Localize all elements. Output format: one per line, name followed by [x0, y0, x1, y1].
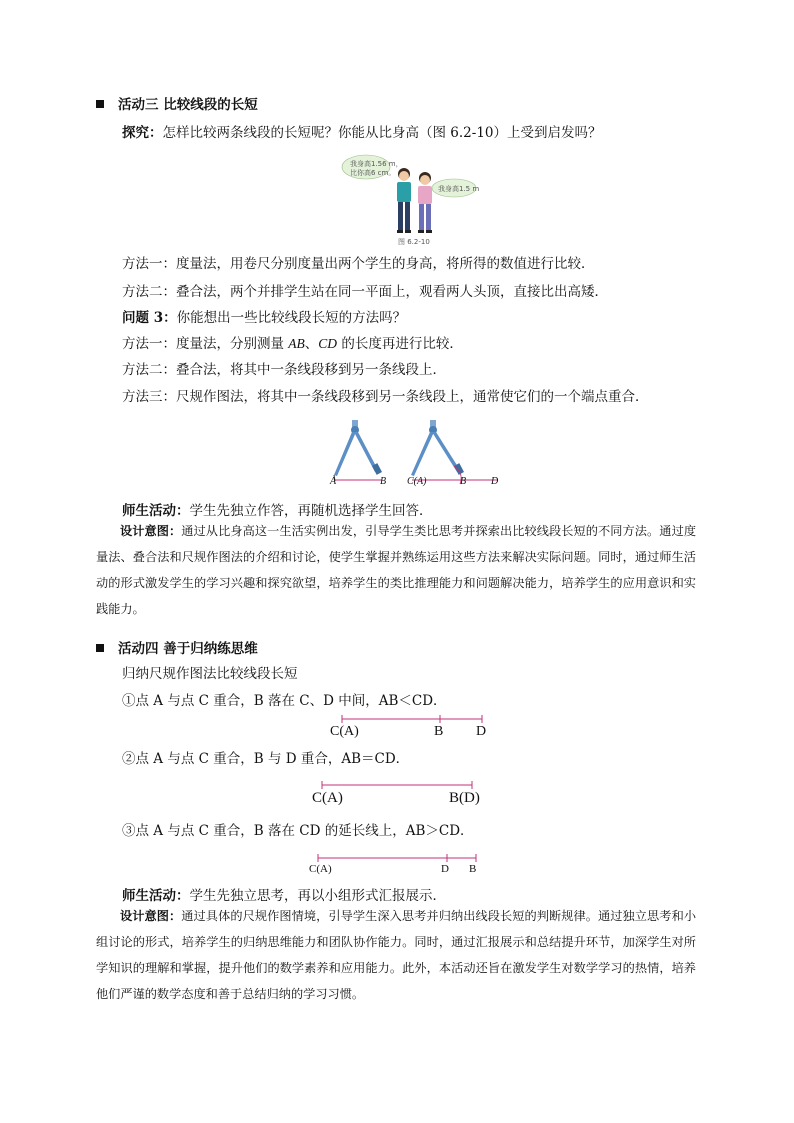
q3-method3-line: 方法三：尺规作图法，将其中一条线段移到另一条线段上，通常使它们的一个端点重合．	[122, 389, 649, 405]
bubble-left-text-2: 比你高6 cm。	[350, 169, 396, 177]
figure-caption: 图 6.2-10	[398, 238, 430, 246]
case3-label-ca: C(A)	[309, 863, 332, 875]
case2-label-ca: C(A)	[312, 790, 343, 806]
case3-label-b: B	[469, 863, 477, 875]
compass-label-b: B	[380, 476, 387, 487]
teach-activity-4: 师生活动：学生先独立思考，再以小组形式汇报展示．	[122, 888, 446, 904]
compass-left-icon	[334, 420, 382, 481]
compass-right-icon	[411, 420, 464, 484]
teach-activity-3: 师生活动：学生先独立作答，再随机选择学生回答．	[122, 503, 433, 519]
compass-label-ca: C(A)	[407, 476, 427, 487]
design-intent-3: 设计意图：通过从比身高这一生活实例出发，引导学生类比思考并探索出比较线段长短的不同方法。通过度量法、叠合法和尺规作图法的介绍和讨论，使学生掌握并熟练运用这些方法来解决实际问题。同时，通过师生活动的形式激发学生的学习兴趣和探究欲望，培养学生的类比推理能力和问题解决能力，培养学生的应用意识和实践能力。	[96, 524, 697, 616]
activity3-heading: 活动三 比较线段的长短	[96, 96, 258, 114]
q3-method2-line: 方法二：叠合法，将其中一条线段移到另一条线段上．	[122, 362, 446, 378]
method2-line: 方法二：叠合法，两个并排学生站在同一平面上，观看两人头顶，直接比出高矮．	[122, 284, 608, 300]
case3-label-d: D	[441, 863, 449, 875]
explore-line: 探究：怎样比较两条线段的长短呢？你能从比身高（图 6.2-10）上受到启发吗？	[122, 125, 602, 141]
case1-text: ①点 A 与点 C 重合，B 落在 C、D 中间，AB＜CD．	[122, 693, 447, 709]
compass-label-d: D	[491, 476, 499, 487]
case2-label-bd: B(D)	[449, 790, 480, 806]
method1-line: 方法一：度量法，用卷尺分别度量出两个学生的身高，将所得的数值进行比较．	[122, 256, 595, 272]
activity4-heading: 活动四 善于归纳练思维	[96, 640, 258, 658]
case3-text: ③点 A 与点 C 重合，B 落在 CD 的延长线上，AB＞CD．	[122, 823, 474, 839]
square-bullet-icon	[96, 100, 104, 108]
question3-line: 问题 3：你能想出一些比较线段长短的方法吗？	[122, 310, 407, 326]
compass-label-a: A	[330, 476, 337, 487]
act4-intro: 归纳尺规作图法比较线段长短	[122, 666, 298, 682]
bubble-right-text: 我身高1.5 m	[438, 185, 480, 193]
case1-label-ca: C(A)	[330, 724, 359, 739]
case3-segment	[316, 853, 480, 863]
compass-label-b2: B	[460, 476, 467, 487]
q3-method1-line: 方法一：度量法，分别测量 AB、CD 的长度再进行比较．	[122, 336, 463, 352]
case1-label-b: B	[434, 724, 444, 739]
student-left	[397, 168, 411, 233]
case2-text: ②点 A 与点 C 重合，B 与 D 重合，AB＝CD．	[122, 751, 410, 767]
design-intent-4: 设计意图：通过具体的尺规作图情境，引导学生深入思考并归纳出线段长短的判断规律。通过独立思考和小组讨论的形式，培养学生的归纳思维能力和团队协作能力。同时，通过汇报展示和总结提升环节，加深学生对所学知识的理解和掌握，提升他们的数学素养和应用能力。此外，本活动还旨在激发学生对数学学习的热情，培养他们严谨的数学态度和善于总结归纳的学习习惯。	[96, 909, 697, 1001]
case1-segment	[340, 714, 486, 724]
bubble-left-text-1: 我身高1.56 m，	[350, 160, 403, 168]
square-bullet-icon	[96, 644, 104, 652]
student-right	[418, 172, 432, 233]
case2-segment	[320, 780, 476, 790]
case1-label-d: D	[476, 724, 487, 739]
